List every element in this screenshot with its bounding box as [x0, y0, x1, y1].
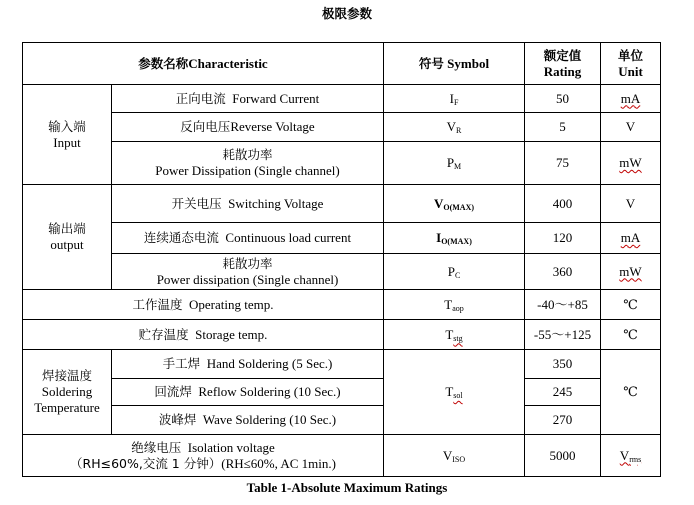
rating-cell: 75 [525, 142, 601, 185]
unit-cell: mW [601, 254, 661, 290]
table-row [23, 290, 661, 320]
unit-cell: ℃ [601, 350, 661, 435]
group-input: 输入端 Input [23, 85, 112, 185]
rating-cell: -40～+85 [525, 290, 601, 320]
table-row [23, 85, 661, 113]
unit-cell: mW [601, 142, 661, 185]
table-row [23, 223, 661, 254]
table-row [23, 185, 661, 223]
symbol-cell: $T_{sol}$ [384, 350, 525, 435]
characteristic-cell: 绝缘电压 Isolation voltage （RH≤60%,交流 1 分钟）(RH≤60%, AC 1min.) [23, 435, 384, 477]
table-header-row [23, 43, 661, 85]
group-output: 输出端 output [23, 185, 112, 290]
symbol-cell: $I_F$ [384, 85, 525, 113]
unit-cell: mA [601, 223, 661, 254]
rating-cell: 245 [525, 379, 601, 406]
unit-cell: mA [601, 85, 661, 113]
header-symbol: 符号 Symbol [384, 43, 525, 85]
symbol-cell: $V_R$ [384, 113, 525, 142]
symbol-cell: $V_{O(MAX)}$ [384, 185, 525, 223]
rating-cell: 50 [525, 85, 601, 113]
table-row [23, 350, 661, 379]
header-unit: 单位 Unit [601, 43, 661, 85]
table-row [23, 406, 661, 435]
symbol-cell: $T_{stg}$ [384, 320, 525, 350]
symbol-cell: $I_{O(MAX)}$ [384, 223, 525, 254]
rating-cell: -55～+125 [525, 320, 601, 350]
symbol-cell: $V_{ISO}$ [384, 435, 525, 477]
characteristic-cell: 耗散功率 Power Dissipation (Single channel) [112, 142, 384, 185]
absolute-maximum-ratings-table [22, 42, 661, 477]
table-caption: Table 1-Absolute Maximum Ratings [246, 480, 448, 495]
table-row [23, 435, 661, 477]
table-row [23, 142, 661, 185]
characteristic-cell: 开关电压 Switching Voltage [112, 185, 384, 223]
characteristic-cell: 手工焊 Hand Soldering (5 Sec.) [112, 350, 384, 379]
characteristic-cell: 反向电压Reverse Voltage [112, 113, 384, 142]
unit-cell: ℃ [601, 320, 661, 350]
rating-cell: 350 [525, 350, 601, 379]
rating-cell: 120 [525, 223, 601, 254]
unit-cell: V [601, 185, 661, 223]
table-row [23, 254, 661, 290]
characteristic-cell: 正向电流 Forward Current [112, 85, 384, 113]
rating-cell: 360 [525, 254, 601, 290]
unit-cell: ℃ [601, 290, 661, 320]
group-soldering: 焊接温度 Soldering Temperature [23, 350, 112, 435]
characteristic-cell: 回流焊 Reflow Soldering (10 Sec.) [112, 379, 384, 406]
unit-cell: V [601, 113, 661, 142]
symbol-cell: $P_C$ [384, 254, 525, 290]
table-row [23, 379, 661, 406]
table-row [23, 113, 661, 142]
unit-cell: $V_{rms}$ [601, 435, 661, 477]
header-characteristic: 参数名称Characteristic [23, 43, 384, 85]
rating-cell: 400 [525, 185, 601, 223]
symbol-cell: $P_M$ [384, 142, 525, 185]
page-title: 极限参数 [321, 6, 372, 21]
table-row [23, 320, 661, 350]
characteristic-cell: 波峰焊 Wave Soldering (10 Sec.) [112, 406, 384, 435]
symbol-cell: $T_{aop}$ [384, 290, 525, 320]
rating-cell: 5000 [525, 435, 601, 477]
header-rating: 额定值 Rating [525, 43, 601, 85]
characteristic-cell: 连续通态电流 Continuous load current [112, 223, 384, 254]
rating-cell: 270 [525, 406, 601, 435]
characteristic-cell: 耗散功率 Power dissipation (Single channel) [112, 254, 384, 290]
characteristic-cell: 工作温度 Operating temp. [23, 290, 384, 320]
characteristic-cell: 贮存温度 Storage temp. [23, 320, 384, 350]
rating-cell: 5 [525, 113, 601, 142]
